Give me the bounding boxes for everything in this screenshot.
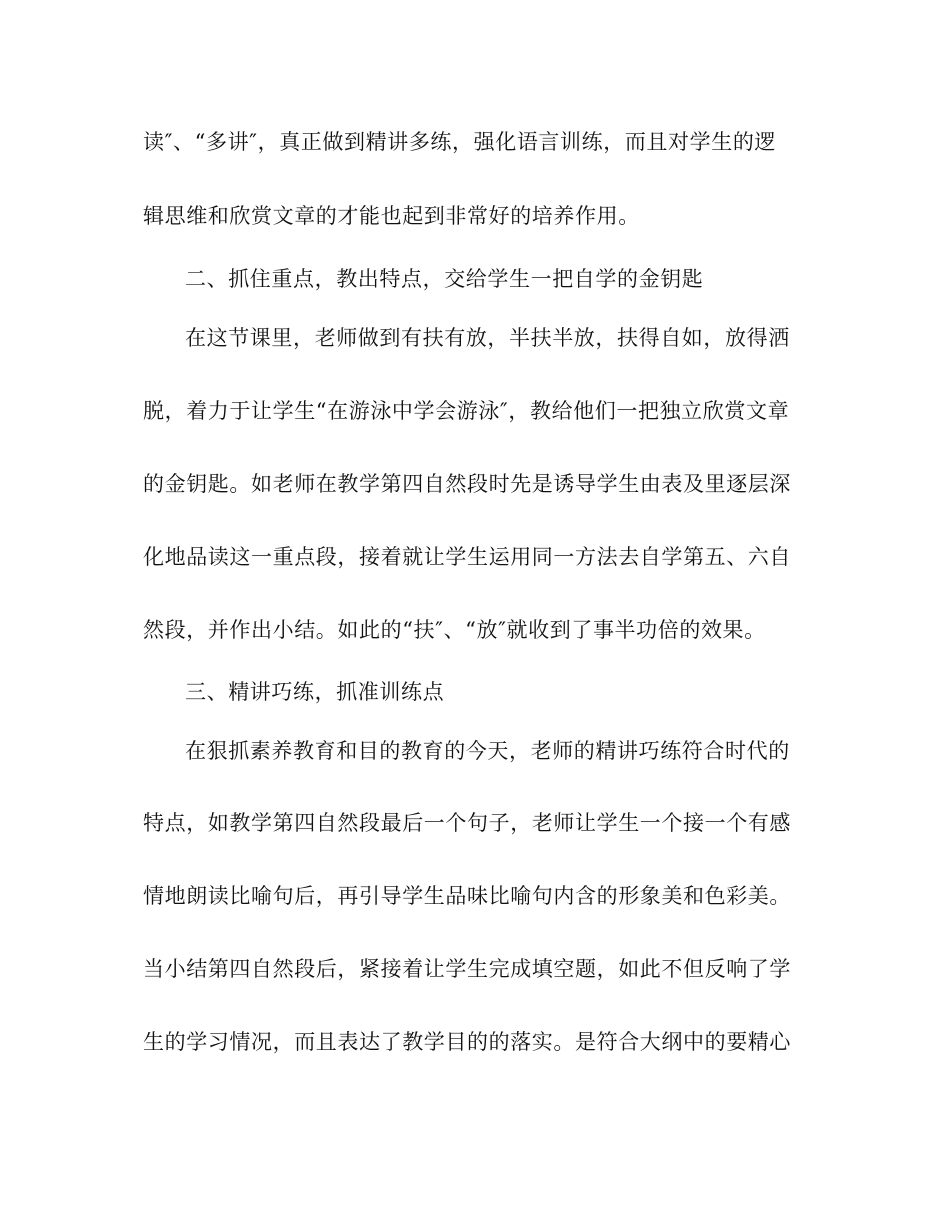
text-line: 化地品读这一重点段，接着就让学生运用同一方法去自学第五、六自 (143, 545, 791, 569)
text-line: 读″、“多讲″，真正做到精讲多练，强化语言训练，而且对学生的逻 (143, 130, 777, 154)
text-line: 的金钥匙。如老师在教学第四自然段时先是诱导学生由表及里逐层深 (143, 472, 791, 496)
text-line: 然段，并作出小结。如此的“扶″、“放″就收到了事半功倍的效果。 (143, 618, 766, 642)
text-line: 在狠抓素养教育和目的教育的今天，老师的精讲巧练符合时代的 (185, 739, 790, 763)
text-line: 脱，着力于让学生“在游泳中学会游泳″，教给他们一把独立欣赏文章 (143, 399, 790, 423)
text-line: 当小结第四自然段后，紧接着让学生完成填空题，如此不但反响了学 (143, 957, 791, 981)
text-line: 在这节课里，老师做到有扶有放，半扶半放，扶得自如，放得洒 (185, 326, 790, 350)
text-line: 特点，如教学第四自然段最后一个句子，老师让学生一个接一个有感 (143, 811, 791, 835)
text-line: 辑思维和欣赏文章的才能也起到非常好的培养作用。 (143, 204, 640, 228)
text-line: 生的学习情况，而且表达了教学目的的落实。是符合大纲中的要精心 (143, 1030, 791, 1054)
text-line: 情地朗读比喻句后，再引导学生品味比喻句内含的形象美和色彩美。 (143, 884, 791, 908)
section-heading: 三、精讲巧练，抓准训练点 (185, 680, 445, 704)
section-heading: 二、抓住重点，教出特点，交给学生一把自学的金钥匙 (185, 267, 704, 291)
